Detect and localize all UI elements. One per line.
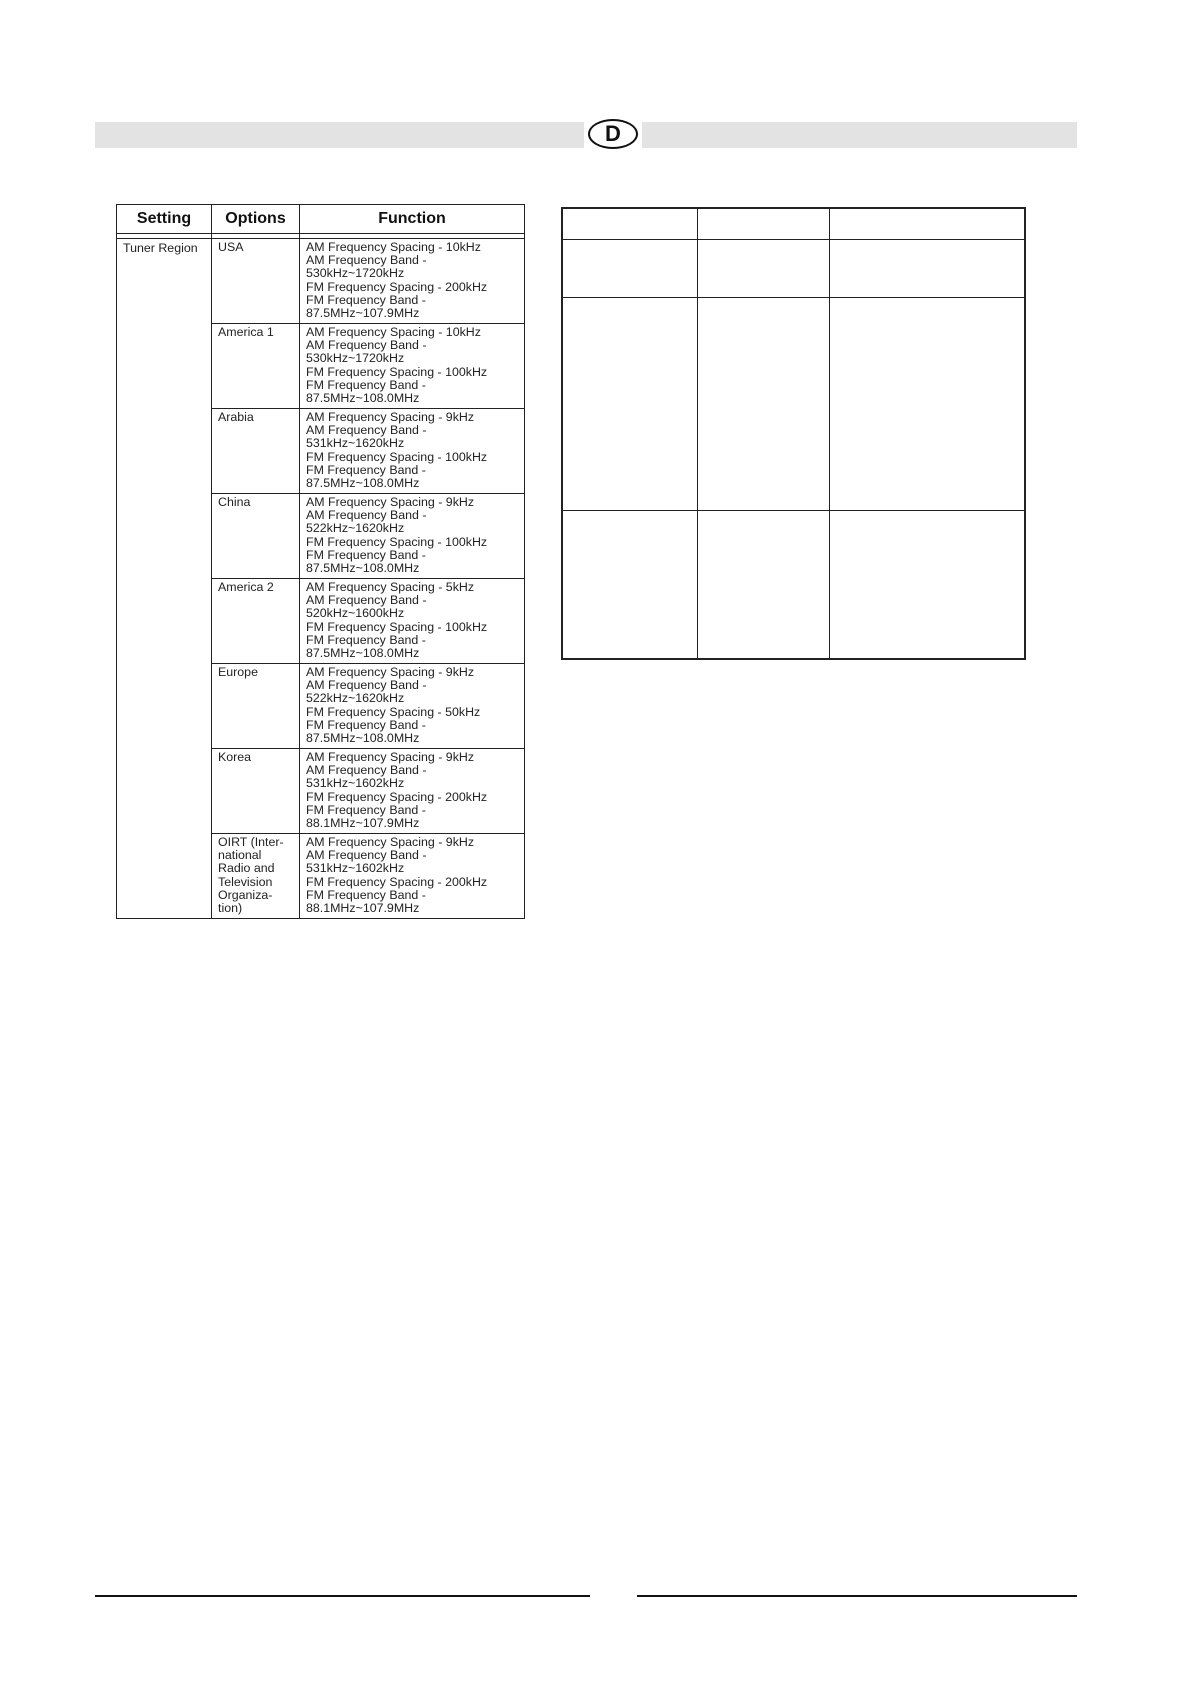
function-line: FM Frequency Band -	[306, 462, 426, 477]
option-cell	[212, 749, 300, 834]
blank-cell	[829, 298, 1025, 511]
function-cell	[300, 664, 525, 749]
function-line: 522kHz~1620kHz	[306, 521, 405, 536]
function-line: AM Frequency Band -	[306, 848, 427, 863]
option-label: Radio and	[218, 861, 275, 876]
function-line: 530kHz~1720kHz	[306, 351, 405, 366]
footer-rule-left	[95, 1595, 590, 1597]
option-label: Television	[218, 874, 273, 889]
option-label: America 1	[218, 325, 274, 339]
function-line: AM Frequency Spacing - 10kHz	[306, 325, 481, 339]
option-cell	[212, 409, 300, 494]
function-line: AM Frequency Spacing - 9kHz	[306, 665, 475, 679]
blank-cell	[829, 208, 1025, 240]
function-line: 520kHz~1600kHz	[306, 606, 405, 621]
header-function: Function	[300, 205, 525, 234]
blank-table-row	[562, 298, 1025, 511]
function-cell	[300, 409, 525, 494]
function-line: AM Frequency Band -	[306, 593, 427, 608]
option-label: Arabia	[218, 410, 254, 424]
function-line: AM Frequency Band -	[306, 678, 427, 693]
language-badge: D	[588, 119, 638, 149]
blank-cell	[829, 240, 1025, 298]
setting-name-cell: Tuner Region	[117, 239, 212, 919]
function-line: AM Frequency Band -	[306, 423, 427, 438]
footer-rule-right	[637, 1595, 1077, 1597]
blank-cell	[697, 298, 829, 511]
function-line: 87.5MHz~108.0MHz	[306, 731, 420, 746]
option-cell	[212, 324, 300, 409]
function-line: 87.5MHz~107.9MHz	[306, 306, 420, 321]
function-line: AM Frequency Band -	[306, 508, 427, 523]
function-line: FM Frequency Band -	[306, 887, 426, 902]
blank-cell	[697, 208, 829, 240]
blank-cell	[697, 511, 829, 660]
function-line: 531kHz~1602kHz	[306, 776, 405, 791]
option-label: Korea	[218, 750, 252, 764]
blank-table	[561, 207, 1026, 660]
function-line: AM Frequency Spacing - 9kHz	[306, 410, 475, 424]
option-label: America 2	[218, 580, 274, 594]
blank-table-row	[562, 240, 1025, 298]
function-line: 522kHz~1620kHz	[306, 691, 405, 706]
function-line: AM Frequency Spacing - 10kHz	[306, 240, 481, 254]
function-line: AM Frequency Spacing - 9kHz	[306, 495, 475, 509]
table-header-row	[117, 205, 525, 234]
function-line: FM Frequency Band -	[306, 717, 426, 732]
function-line: AM Frequency Spacing - 5kHz	[306, 580, 475, 594]
function-line: AM Frequency Spacing - 9kHz	[306, 750, 475, 764]
header-setting: Setting	[117, 205, 212, 234]
option-cell	[212, 579, 300, 664]
header-options: Options	[212, 205, 300, 234]
function-line: FM Frequency Band -	[306, 547, 426, 562]
function-line: 88.1MHz~107.9MHz	[306, 816, 420, 831]
blank-table-row	[562, 511, 1025, 660]
function-line: AM Frequency Band -	[306, 338, 427, 353]
option-label: Europe	[218, 665, 258, 679]
tuner-region-table	[116, 204, 525, 919]
function-line: AM Frequency Band -	[306, 253, 427, 268]
blank-cell	[562, 240, 697, 298]
option-cell	[212, 664, 300, 749]
function-cell	[300, 579, 525, 664]
function-line: FM Frequency Spacing - 100kHz	[306, 449, 488, 464]
blank-table-row	[562, 208, 1025, 240]
function-line: 87.5MHz~108.0MHz	[306, 646, 420, 661]
function-line: AM Frequency Band -	[306, 763, 427, 778]
function-line: 88.1MHz~107.9MHz	[306, 901, 420, 916]
option-label: China	[218, 495, 251, 509]
function-line: FM Frequency Spacing - 200kHz	[306, 279, 488, 294]
function-cell	[300, 749, 525, 834]
option-cell	[212, 834, 300, 919]
option-cell	[212, 239, 300, 324]
blank-cell	[562, 208, 697, 240]
function-line: FM Frequency Band -	[306, 802, 426, 817]
function-cell	[300, 239, 525, 324]
function-line: 530kHz~1720kHz	[306, 266, 405, 281]
function-line: AM Frequency Spacing - 9kHz	[306, 835, 475, 849]
blank-cell	[829, 511, 1025, 660]
option-label: tion)	[218, 901, 243, 916]
table-row	[117, 239, 525, 324]
function-line: FM Frequency Band -	[306, 292, 426, 307]
function-line: 531kHz~1602kHz	[306, 861, 405, 876]
function-cell	[300, 324, 525, 409]
function-line: FM Frequency Spacing - 100kHz	[306, 364, 488, 379]
blank-cell	[562, 298, 697, 511]
function-line: FM Frequency Band -	[306, 632, 426, 647]
option-label: Organiza-	[218, 887, 273, 902]
function-line: FM Frequency Spacing - 50kHz	[306, 704, 481, 719]
function-line: FM Frequency Spacing - 200kHz	[306, 874, 488, 889]
table-body	[117, 234, 525, 919]
function-line: FM Frequency Spacing - 100kHz	[306, 619, 488, 634]
function-line: 87.5MHz~108.0MHz	[306, 391, 420, 406]
function-line: 87.5MHz~108.0MHz	[306, 561, 420, 576]
option-label: USA	[218, 240, 244, 254]
option-label: OIRT (Inter-	[218, 835, 284, 849]
function-line: FM Frequency Band -	[306, 377, 426, 392]
function-line: 531kHz~1620kHz	[306, 436, 405, 451]
option-cell	[212, 494, 300, 579]
function-cell	[300, 494, 525, 579]
option-label: national	[218, 848, 262, 863]
function-cell	[300, 834, 525, 919]
blank-cell	[697, 240, 829, 298]
function-line: FM Frequency Spacing - 100kHz	[306, 534, 488, 549]
function-line: 87.5MHz~108.0MHz	[306, 476, 420, 491]
function-line: FM Frequency Spacing - 200kHz	[306, 789, 488, 804]
blank-cell	[562, 511, 697, 660]
